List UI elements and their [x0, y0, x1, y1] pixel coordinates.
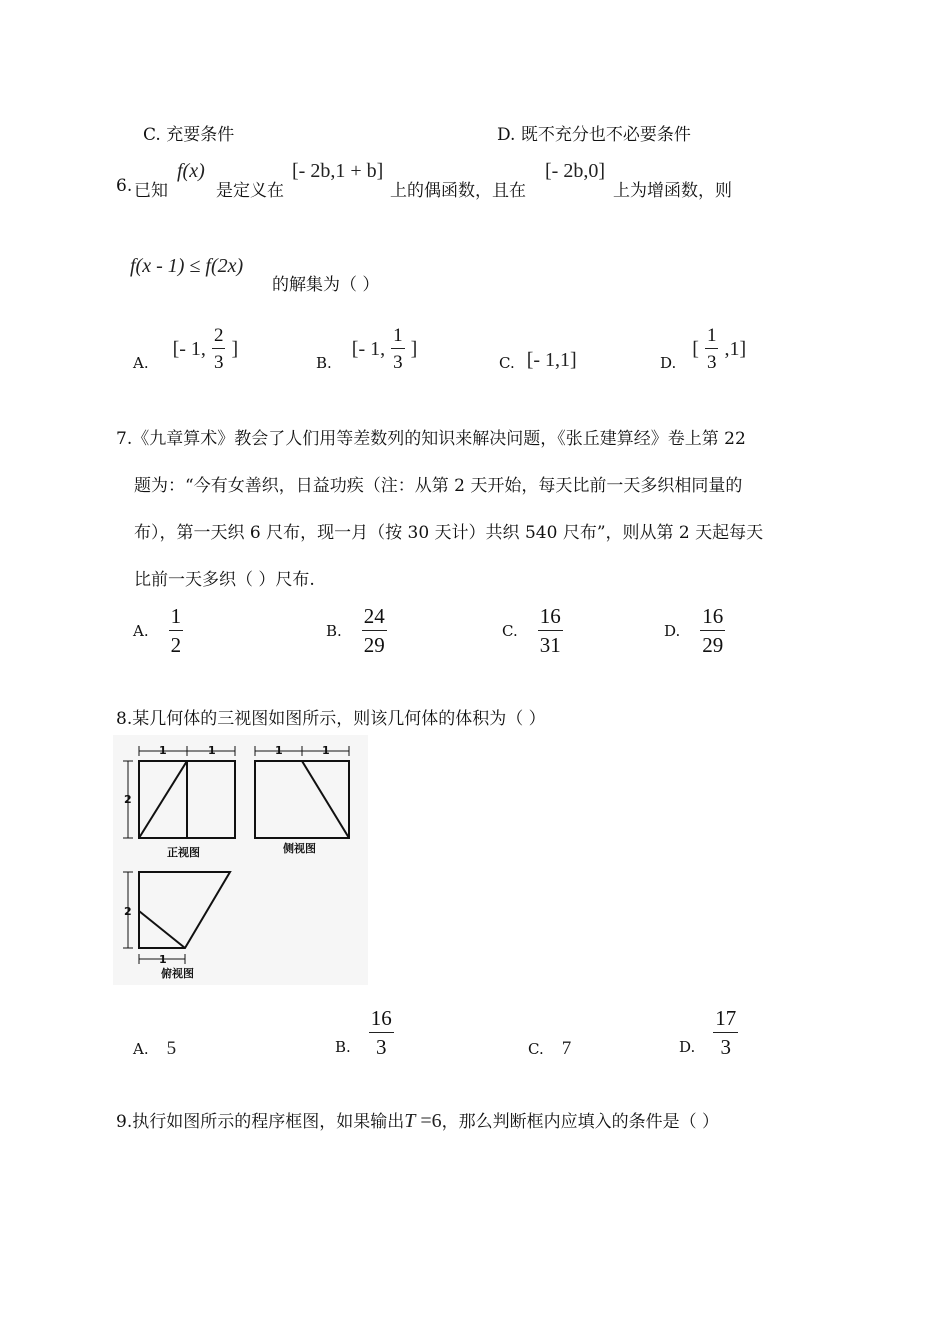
dim-label: 1: [275, 744, 283, 757]
q9-equals: =6: [415, 1110, 442, 1132]
three-view-figure: [113, 735, 368, 985]
q7-option-d: [664, 606, 725, 656]
q6-inequality: f(x - 1) ≤ f(2x): [130, 255, 244, 277]
q6-option-a: [133, 326, 238, 372]
option-label: C.: [499, 354, 515, 372]
option-suffix: ]: [410, 337, 418, 360]
q9-text: [116, 1107, 719, 1133]
top-view-outline: [139, 872, 230, 948]
q5-option-c: C. 充要条件: [143, 125, 235, 145]
option-value: 5: [166, 1038, 177, 1059]
q7-option-a: [133, 606, 183, 656]
q7-line-1: 7.《九章算术》教会了人们用等差数列的知识来解决问题，《张丘建算经》卷上第 22: [116, 429, 746, 449]
option-label: C.: [528, 1040, 544, 1058]
q6-fx: f(x): [177, 160, 205, 182]
dim-label: 2: [124, 793, 132, 806]
fraction: $\frac{2}{3}$: [213, 325, 224, 373]
q7-option-c: [502, 606, 563, 656]
q7-option-b: [326, 606, 387, 656]
fraction: $\frac{1}{2}$: [170, 604, 182, 657]
q6-text-2: 是定义在: [216, 181, 284, 201]
top-view-label: 俯视图: [161, 967, 194, 980]
q7-line-3: 布），第一天织 6 尺布，现一月（按 30 天计）共织 540 尺布”，则从第 2 天起每天: [134, 523, 764, 543]
q9-variable-t: T: [404, 1110, 416, 1132]
option-value: 7: [561, 1038, 572, 1059]
front-view-diagonal: [139, 761, 187, 838]
option-label: B.: [326, 622, 342, 640]
fraction: $\frac{1}{3}$: [706, 325, 717, 373]
q8-option-b: [335, 1008, 394, 1058]
fraction: $\frac{16}{29}$: [702, 604, 724, 657]
three-view-drawing: [113, 735, 368, 985]
option-prefix: [- 1,: [172, 337, 206, 360]
q9-text-2: ，那么判断框内应填入的条件是（ ）: [441, 1112, 720, 1132]
fraction: $\frac{16}{31}$: [539, 604, 561, 657]
q7-line-4: 比前一天多织（ ）尺布.: [134, 570, 315, 590]
q8-option-c: [528, 1038, 571, 1060]
dim-label: 1: [322, 744, 330, 757]
q6-text-5: 的解集为（ ）: [272, 275, 380, 295]
dim-label: 1: [159, 744, 167, 757]
q6-text-4: 上为增函数，则: [613, 181, 732, 201]
q9-text-1: 9.执行如图所示的程序框图，如果输出: [116, 1112, 405, 1132]
q6-number: 6.: [116, 176, 133, 196]
q7-line-2: 题为：“今有女善织，日益功疾（注：从第 2 天开始，每天比前一天多织相同量的: [134, 476, 743, 496]
top-view-diagonal: [139, 911, 185, 948]
dim-label: 1: [159, 953, 167, 966]
fraction: $\frac{1}{3}$: [393, 325, 403, 373]
option-label: D.: [679, 1038, 696, 1056]
option-label: A.: [133, 1040, 149, 1058]
side-view-diagonal: [302, 761, 349, 838]
q6-option-d: [660, 326, 746, 372]
q6-domain-2: [- 2b,0]: [545, 160, 605, 182]
option-label: A.: [133, 622, 149, 640]
option-suffix: ]: [231, 337, 239, 360]
q8-option-d: [679, 1008, 738, 1058]
dim-label: 2: [124, 905, 132, 918]
dim-label: 1: [208, 744, 216, 757]
option-label: B.: [316, 354, 332, 372]
q6-text-1: 已知: [134, 181, 168, 201]
option-label: B.: [335, 1038, 351, 1056]
q6-text-3: 上的偶函数，且在: [390, 181, 526, 201]
side-view-label: 侧视图: [283, 842, 316, 855]
q8-text: 8.某几何体的三视图如图所示，则该几何体的体积为（ ）: [116, 709, 546, 729]
q8-option-a: [133, 1038, 176, 1060]
q6-domain-1: [- 2b,1 + b]: [292, 160, 384, 182]
option-value: [- 1,1]: [526, 348, 577, 371]
option-prefix: [- 1,: [351, 337, 386, 360]
option-label: D.: [660, 354, 677, 372]
option-suffix: ,1]: [724, 337, 747, 360]
q5-option-d: D. 既不充分也不必要条件: [497, 125, 691, 145]
option-prefix: [: [692, 337, 699, 360]
front-view-label: 正视图: [167, 846, 200, 859]
fraction: $\frac{17}{3}$: [715, 1006, 737, 1059]
option-label: D.: [664, 622, 681, 640]
fraction: $\frac{24}{29}$: [363, 604, 385, 657]
q6-option-c: [499, 348, 577, 372]
option-label: A.: [133, 354, 149, 372]
side-view-outline: [255, 761, 349, 838]
fraction: $\frac{16}{3}$: [370, 1006, 392, 1059]
option-label: C.: [502, 622, 518, 640]
q6-option-b: [316, 326, 417, 372]
